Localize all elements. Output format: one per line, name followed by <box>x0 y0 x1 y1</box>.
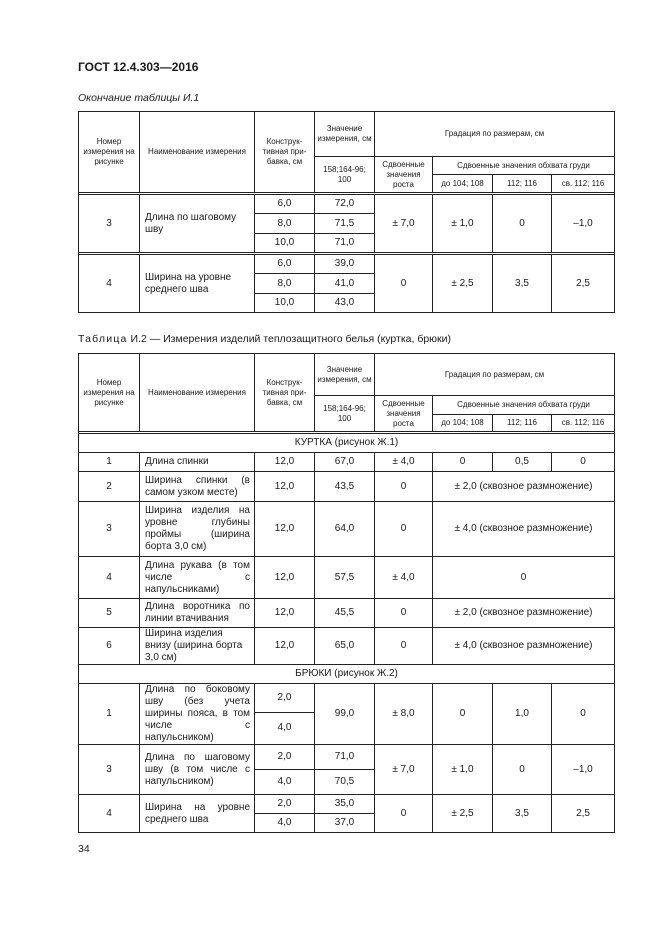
trousers-row-c1: ± 2,5 <box>433 795 493 833</box>
t1-header-allowance: Конструк-тивная при-бавка, см <box>255 112 315 193</box>
jacket-row-height: 0 <box>375 472 433 502</box>
trousers-row-allowance: 4,0 <box>255 770 315 795</box>
trousers-row-name: Ширина на уровне среднего шва <box>140 795 255 833</box>
jacket-row-value: 67,0 <box>315 453 375 472</box>
t1-row-allowance: 10,0 <box>255 234 315 253</box>
t2-header-name: Наименование измерения <box>140 354 255 432</box>
t1-row-name: Длина по шаговому шву <box>140 195 255 253</box>
t1-row-c2: 0 <box>493 195 552 253</box>
t1-row-allowance: 10,0 <box>255 294 315 313</box>
jacket-row-num: 5 <box>79 599 140 628</box>
jacket-row-chest-span: ± 4,0 (сквозное размножение) <box>433 502 615 557</box>
table2-caption <box>78 333 451 345</box>
trousers-row-num: 1 <box>79 684 140 745</box>
jacket-row-num: 1 <box>79 453 140 472</box>
trousers-row-c2: 1,0 <box>493 684 552 745</box>
jacket-row-num: 4 <box>79 557 140 599</box>
t1-row-allowance: 6,0 <box>255 195 315 214</box>
t1-row-name: Ширина на уровне среднего шва <box>140 255 255 313</box>
t2-header-allowance: Конструк-тивная при-бавка, см <box>255 354 315 432</box>
t1-row-c1: ± 2,5 <box>433 255 493 313</box>
trousers-row-num: 3 <box>79 745 140 795</box>
t1-row-height: ± 7,0 <box>375 195 433 253</box>
t1-header-c1: до 104; 108 <box>433 175 493 193</box>
trousers-row-c1: 0 <box>433 684 493 745</box>
trousers-row-name: Длина по боковому шву (без учета ширины пояса, в том числе с напульсником) <box>140 684 255 745</box>
jacket-row-value: 45,5 <box>315 599 375 628</box>
t1-row-value: 43,0 <box>315 294 375 313</box>
table2 <box>78 353 615 833</box>
jacket-row-value: 57,5 <box>315 557 375 599</box>
trousers-row-allowance: 2,0 <box>255 684 315 713</box>
jacket-row-name: Длина рукава (в том числе с напульсниками) <box>140 557 255 599</box>
t1-header-grad-chest: Сдвоенные значения обхвата груди <box>433 157 615 175</box>
page-number: 34 <box>78 843 90 855</box>
table1-caption: Окончание таблицы И.1 <box>78 92 200 104</box>
trousers-row-height: 0 <box>375 795 433 833</box>
jacket-row-name: Длина спинки <box>140 453 255 472</box>
t1-header-value-sub: 158;164-96; 100 <box>315 157 375 193</box>
jacket-row-allowance: 12,0 <box>255 599 315 628</box>
trousers-row-c3: –1,0 <box>552 745 615 795</box>
trousers-row-allowance: 2,0 <box>255 745 315 770</box>
jacket-row-name: Ширина изделия на уровне глубины проймы (ширина борта 3,0 см) <box>140 502 255 557</box>
t1-row-allowance: 6,0 <box>255 255 315 274</box>
t1-row-c3: 2,5 <box>552 255 615 313</box>
jacket-row-chest-span: 0 <box>433 557 615 599</box>
t1-row-value: 41,0 <box>315 274 375 294</box>
trousers-row-c3: 0 <box>552 684 615 745</box>
t1-header-value: Значение измерения, см <box>315 112 375 157</box>
jacket-row-c1: 0 <box>433 453 493 472</box>
trousers-row-allowance: 4,0 <box>255 712 315 744</box>
t2-header-c1: до 104; 108 <box>433 415 493 432</box>
jacket-row-chest-span: ± 2,0 (сквозное размножение) <box>433 472 615 502</box>
trousers-row-height: ± 8,0 <box>375 684 433 745</box>
table2-caption-label: Таблица <box>78 333 128 345</box>
jacket-row-num: 6 <box>79 628 140 665</box>
jacket-row-c2: 0,5 <box>493 453 552 472</box>
t1-row-value: 39,0 <box>315 255 375 274</box>
t2-header-c2: 112; 116 <box>493 415 552 432</box>
jacket-row-height: ± 4,0 <box>375 453 433 472</box>
jacket-row-allowance: 12,0 <box>255 628 315 665</box>
t2-header-num: Номер измерения на рисунке <box>79 354 140 432</box>
jacket-row-height: ± 4,0 <box>375 557 433 599</box>
section-trousers: БРЮКИ (рисунок Ж.2) <box>79 665 615 684</box>
t1-header-c2: 112; 116 <box>493 175 552 193</box>
jacket-row-height: 0 <box>375 599 433 628</box>
trousers-row-c3: 2,5 <box>552 795 615 833</box>
jacket-row-num: 3 <box>79 502 140 557</box>
section-jacket: КУРТКА (рисунок Ж.1) <box>79 434 615 453</box>
t1-header-c3: св. 112; 116 <box>552 175 615 193</box>
t1-row-c2: 3,5 <box>493 255 552 313</box>
t1-row-num: 4 <box>79 255 140 313</box>
t2-header-value-sub: 158;164-96; 100 <box>315 396 375 432</box>
t1-row-c1: ± 1,0 <box>433 195 493 253</box>
t1-row-num: 3 <box>79 195 140 253</box>
t1-row-value: 71,0 <box>315 234 375 253</box>
trousers-row-c1: ± 1,0 <box>433 745 493 795</box>
jacket-row-c3: 0 <box>552 453 615 472</box>
jacket-row-value: 43,5 <box>315 472 375 502</box>
trousers-row-allowance: 4,0 <box>255 814 315 833</box>
t2-header-gradation: Градация по размерам, см <box>375 354 615 396</box>
t2-header-grad-chest: Сдвоенные значения обхвата груди <box>433 396 615 415</box>
t1-row-height: 0 <box>375 255 433 313</box>
trousers-row-value: 70,5 <box>315 770 375 795</box>
trousers-row-c2: 0 <box>493 745 552 795</box>
t1-header-name: Наименование измерения <box>140 112 255 193</box>
t1-row-value: 72,0 <box>315 195 375 214</box>
trousers-row-allowance: 2,0 <box>255 795 315 814</box>
trousers-row-num: 4 <box>79 795 140 833</box>
t1-header-num: Номер измерения на рисунке <box>79 112 140 193</box>
trousers-row-height: ± 7,0 <box>375 745 433 795</box>
t2-header-c3: св. 112; 116 <box>552 415 615 432</box>
jacket-row-chest-span: ± 4,0 (сквозное размножение) <box>433 628 615 665</box>
t1-row-allowance: 8,0 <box>255 274 315 294</box>
t2-header-grad-height: Сдвоенные значения роста <box>375 396 433 432</box>
standard-title: ГОСТ 12.4.303—2016 <box>78 60 199 74</box>
trousers-row-value: 37,0 <box>315 814 375 833</box>
jacket-row-chest-span: ± 2,0 (сквозное размножение) <box>433 599 615 628</box>
t2-header-value: Значение измерения, см <box>315 354 375 396</box>
jacket-row-allowance: 12,0 <box>255 453 315 472</box>
jacket-row-allowance: 12,0 <box>255 502 315 557</box>
t1-header-grad-height: Сдвоенные значения роста <box>375 157 433 193</box>
jacket-row-value: 64,0 <box>315 502 375 557</box>
t1-row-value: 71,5 <box>315 214 375 234</box>
jacket-row-height: 0 <box>375 628 433 665</box>
trousers-row-value: 99,0 <box>315 684 375 745</box>
table1 <box>78 111 615 313</box>
jacket-row-height: 0 <box>375 502 433 557</box>
jacket-row-num: 2 <box>79 472 140 502</box>
jacket-row-name: Длина воротника по линии втачивания <box>140 599 255 628</box>
table2-caption-text: И.2 — Измерения изделий теплозащитного белья (куртка, брюки) <box>127 333 452 345</box>
t1-row-allowance: 8,0 <box>255 214 315 234</box>
trousers-row-c2: 3,5 <box>493 795 552 833</box>
jacket-row-allowance: 12,0 <box>255 557 315 599</box>
jacket-row-name: Ширина изделия внизу (ширина борта 3,0 см) <box>140 628 255 665</box>
jacket-row-name: Ширина спинки (в самом узком месте) <box>140 472 255 502</box>
trousers-row-value: 35,0 <box>315 795 375 814</box>
jacket-row-value: 65,0 <box>315 628 375 665</box>
t1-header-gradation: Градация по размерам, см <box>375 112 615 157</box>
t1-row-c3: –1,0 <box>552 195 615 253</box>
trousers-row-name: Длина по шаговому шву (в том числе с напульсником) <box>140 745 255 795</box>
trousers-row-value: 71,0 <box>315 745 375 770</box>
jacket-row-allowance: 12,0 <box>255 472 315 502</box>
